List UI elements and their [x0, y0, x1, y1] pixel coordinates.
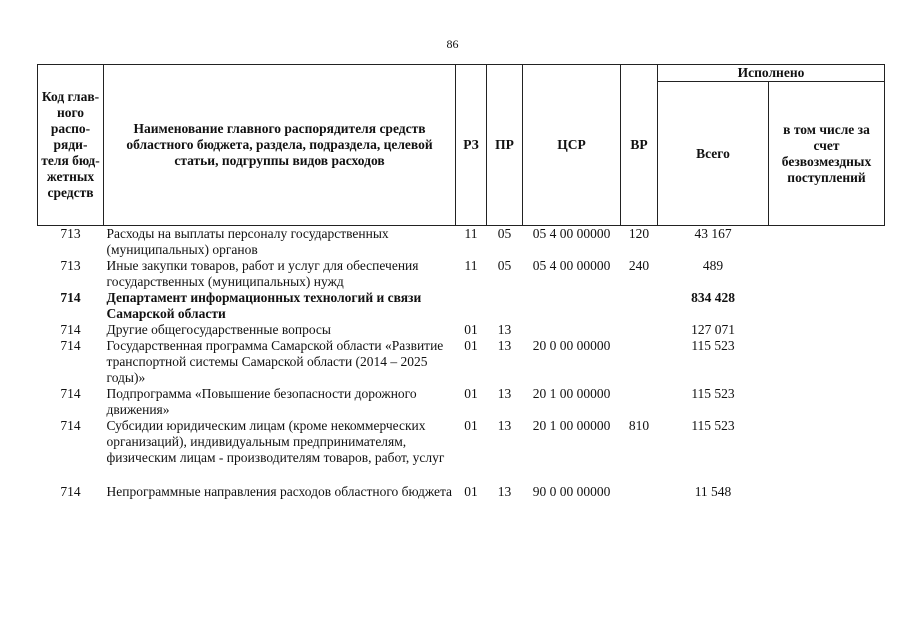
cell-vr [621, 290, 658, 322]
cell-pr: 13 [497, 418, 512, 433]
cell-gratuitous [769, 484, 885, 500]
table-row [38, 484, 885, 500]
cell-pr: 05 [497, 226, 512, 241]
cell-csr: 05 4 00 00000 [532, 258, 611, 273]
cell-gratuitous [769, 418, 885, 466]
cell-gratuitous [769, 338, 885, 386]
header-rz: РЗ [456, 65, 487, 226]
header-pr: ПР [487, 65, 523, 226]
cell-gratuitous [769, 322, 885, 338]
header-gratuitous: в том числе за счет безвозмездных поступлений [769, 82, 885, 226]
table-row [38, 418, 885, 466]
cell-csr: 20 0 00 00000 [532, 338, 611, 353]
header-vr: ВР [621, 65, 658, 226]
cell-pr: 13 [497, 322, 512, 337]
cell-name: Субсидии юридическим лицам (кроме некоммерческих организаций), индивидуальным предпринимателям, физическим лицам - производителям товаров, работ, услуг [106, 418, 445, 465]
header-code: Код глав-ного распо-ряди-теля бюд-жетных средств [38, 65, 104, 226]
cell-csr [523, 290, 621, 322]
cell-total: 834 428 [691, 290, 735, 305]
header-total: Всего [658, 82, 769, 226]
cell-rz: 01 [464, 322, 478, 337]
cell-total: 489 [702, 258, 724, 273]
cell-name: Государственная программа Самарской области «Развитие транспортной системы Самарской области (2014 – 2025 годы)» [106, 338, 444, 385]
cell-pr: 13 [497, 484, 512, 499]
cell-name: Департамент информационных технологий и связи Самарской области [106, 290, 422, 321]
header-executed: Исполнено [658, 65, 885, 82]
cell-vr [621, 338, 658, 386]
cell-code: 714 [60, 290, 81, 305]
cell-rz: 01 [464, 386, 478, 401]
cell-name: Подпрограмма «Повышение безопасности дорожного движения» [106, 386, 417, 417]
cell-name: Расходы на выплаты персоналу государственных (муниципальных) органов [106, 226, 389, 257]
table-row [38, 226, 885, 259]
cell-rz: 11 [464, 226, 478, 241]
cell-rz: 11 [464, 258, 478, 273]
cell-code: 714 [60, 386, 81, 401]
cell-vr [621, 322, 658, 338]
header-csr: ЦСР [523, 65, 621, 226]
cell-code: 714 [60, 322, 81, 337]
cell-rz: 01 [464, 418, 478, 433]
cell-total: 43 167 [694, 226, 732, 241]
cell-code: 713 [60, 258, 81, 273]
table-row [38, 258, 885, 290]
cell-pr: 13 [497, 338, 512, 353]
cell-gratuitous [769, 258, 885, 290]
table-row [38, 290, 885, 322]
cell-csr: 05 4 00 00000 [532, 226, 611, 241]
table-row [38, 338, 885, 386]
cell-csr: 20 1 00 00000 [532, 418, 611, 433]
cell-total: 127 071 [691, 322, 735, 337]
cell-rz: 01 [464, 338, 478, 353]
header-name: Наименование главного распорядителя средств областного бюджета, раздела, подраздела, целевой статьи, подгруппы видов расходов [104, 65, 456, 226]
cell-gratuitous [769, 290, 885, 322]
cell-name: Иные закупки товаров, работ и услуг для обеспечения государственных (муниципальных) нужд [106, 258, 419, 289]
cell-name: Другие общегосударственные вопросы [106, 322, 331, 337]
cell-vr: 240 [628, 258, 650, 273]
cell-total: 11 548 [694, 484, 732, 499]
spacer-cell [38, 466, 885, 484]
cell-total: 115 523 [691, 338, 735, 353]
cell-pr: 05 [497, 258, 512, 273]
budget-table [37, 64, 885, 500]
cell-vr [621, 484, 658, 500]
cell-code: 713 [60, 226, 81, 241]
cell-code: 714 [60, 484, 81, 499]
cell-total: 115 523 [691, 386, 735, 401]
cell-csr: 20 1 00 00000 [532, 386, 611, 401]
cell-code: 714 [60, 338, 81, 353]
cell-name: Непрограммные направления расходов областного бюджета [106, 484, 453, 499]
cell-pr [487, 290, 523, 322]
cell-vr: 810 [628, 418, 650, 433]
cell-csr [523, 322, 621, 338]
cell-code: 714 [60, 418, 81, 433]
cell-vr: 120 [628, 226, 650, 241]
cell-rz: 01 [464, 484, 478, 499]
page-number: 86 [446, 37, 459, 51]
row-spacer [38, 466, 885, 484]
table-row [38, 386, 885, 418]
table-row [38, 322, 885, 338]
cell-gratuitous [769, 386, 885, 418]
cell-gratuitous [769, 226, 885, 259]
cell-vr [621, 386, 658, 418]
cell-csr: 90 0 00 00000 [532, 484, 611, 499]
cell-pr: 13 [497, 386, 512, 401]
cell-rz [456, 290, 487, 322]
cell-total: 115 523 [691, 418, 735, 433]
